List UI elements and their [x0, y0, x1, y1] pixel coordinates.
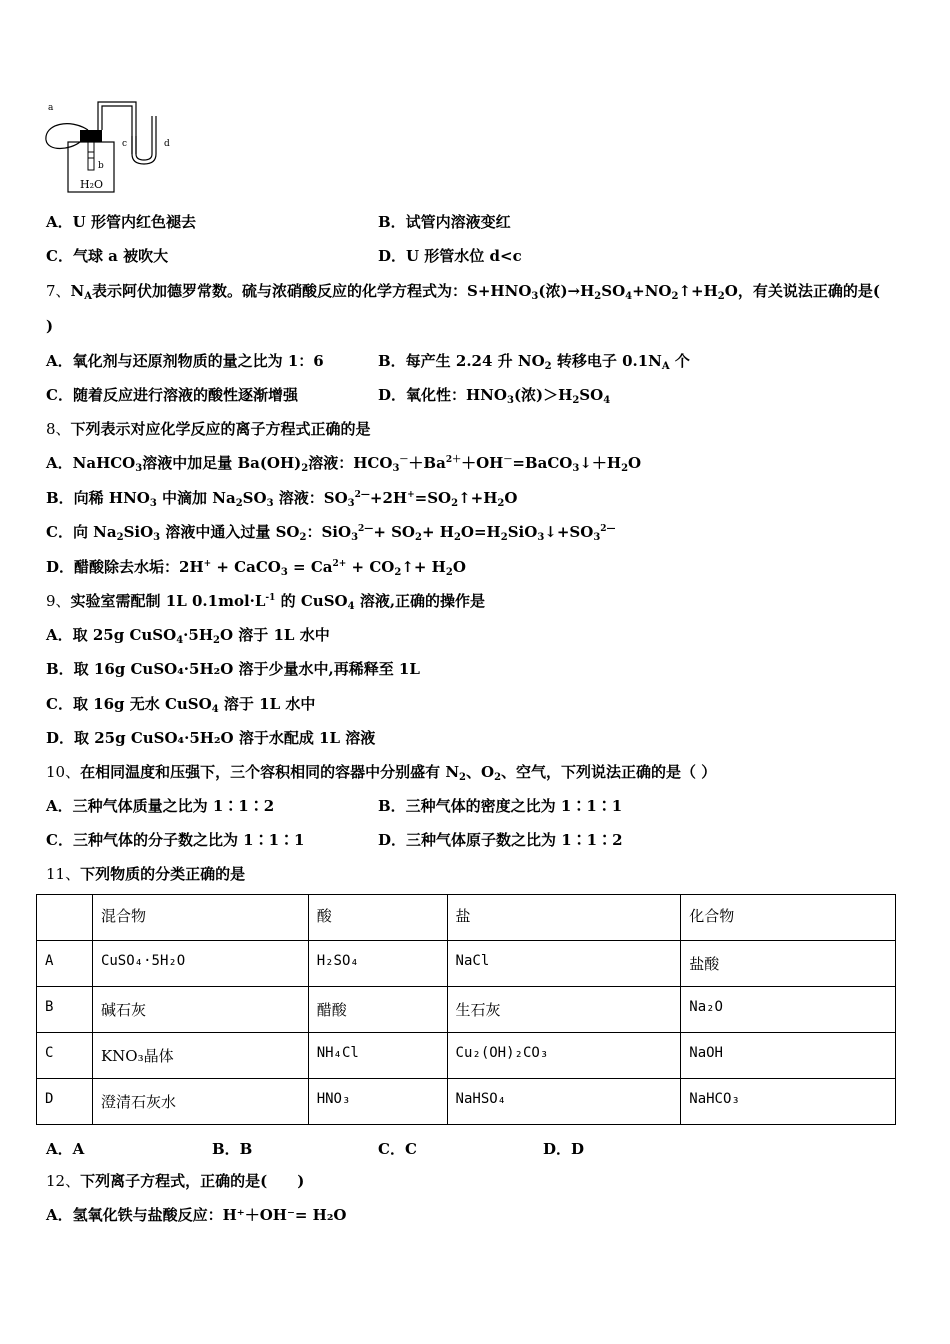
- q7-stem: 7、$N_A$表示阿伏加德罗常数。硫与浓硝酸反应的化学方程式为：$S+HNO_3$(浓)$\to H_2SO_4+NO_2↑+H_2O$，有关说法正确的是(: [46, 282, 880, 302]
- q9-option-d: D．取 25g CuSO₄·5H₂O 溶于水配成 1L 溶液: [46, 729, 376, 747]
- table-header-cell: [37, 895, 93, 941]
- table-cell: CuSO₄·5H₂O: [92, 941, 308, 987]
- label-a: a: [48, 103, 54, 113]
- q6-option-d: D．U 形管水位 d<c: [378, 247, 522, 265]
- table-cell: A: [37, 941, 93, 987]
- table-cell: NaOH: [681, 1033, 896, 1079]
- q11-number: 11、: [46, 865, 81, 883]
- label-water: H₂O: [80, 178, 104, 191]
- q10-option-d: D．三种气体原子数之比为 1∶1∶2: [378, 831, 623, 849]
- table-cell: 醋酸: [308, 987, 447, 1033]
- q7-option-b: B．每产生 2.24 升 $NO_2$ 转移电子 $0.1N_A$ 个: [378, 352, 690, 372]
- q10-option-c: C．三种气体的分子数之比为 1∶1∶1: [46, 831, 305, 849]
- table-cell: KNO₃晶体: [92, 1033, 308, 1079]
- q11-option-c: C．C: [378, 1140, 417, 1158]
- q7-stem-end: ): [46, 317, 54, 335]
- q11-stem-text: 下列物质的分类正确的是: [80, 865, 246, 883]
- table-row: [37, 987, 896, 1033]
- table-cell: 盐酸: [681, 941, 896, 987]
- q8-stem: [46, 419, 371, 439]
- table-cell: Na₂O: [681, 987, 896, 1033]
- q8-option-c: C．向 $Na_2SiO_3$ 溶液中通入过量 $SO_2$：$SiO_3^{2—}+ SO_2+$ $H_2O=H_2SiO_3↓+SO_3^{2—}$: [46, 523, 616, 543]
- q12-option-a: A．氢氧化铁与盐酸反应：H⁺＋OH⁻= H₂O: [46, 1206, 347, 1224]
- q9-stem: 9、实验室需配制 1L $0.1mol\cdot L^{-1}$ 的 CuSO$_4$ 溶液,正确的操作是: [46, 592, 486, 612]
- q10-number: 10、: [46, 763, 81, 781]
- table-header-row: [37, 895, 896, 941]
- table-cell: 生石灰: [447, 987, 681, 1033]
- q8-option-a: A．NaHCO$_3$溶液中加足量 $Ba(OH)_2$溶液：$HCO_3^-+Ba^{2+}+OH^-=BaCO_3↓+H_2O$: [46, 454, 642, 474]
- label-b: b: [98, 161, 104, 171]
- q8-option-d: D．醋酸除去水垢：2H+ + CaCO$_3$ = $Ca^{2+}$ + $CO_2↑+ H_2O$: [46, 558, 466, 578]
- q12-number: 12、: [46, 1172, 81, 1190]
- table-cell: NH₄Cl: [308, 1033, 447, 1079]
- table-cell: H₂SO₄: [308, 941, 447, 987]
- table-cell: Cu₂(OH)₂CO₃: [447, 1033, 681, 1079]
- table-row: [37, 1033, 896, 1079]
- table-cell: B: [37, 987, 93, 1033]
- q11-stem: [46, 864, 245, 884]
- q11-option-a: A．A: [46, 1140, 85, 1158]
- q10-stem: 10、在相同温度和压强下，三个容积相同的容器中分别盛有 $N_2$、$O_2$、空气，下列说法正确的是（ ）: [46, 763, 717, 783]
- table-row: [37, 1079, 896, 1125]
- table-cell: NaCl: [447, 941, 681, 987]
- q7-option-c: C．随着反应进行溶液的酸性逐渐增强: [46, 386, 298, 404]
- table-header-cell: 盐: [447, 895, 681, 941]
- q6-option-a: A．U 形管内红色褪去: [46, 213, 196, 231]
- q6-option-b: B．试管内溶液变红: [378, 213, 511, 231]
- table-cell: NaHSO₄: [447, 1079, 681, 1125]
- q9-option-c: C．取 16g 无水 CuSO$_4$ 溶于 1L 水中: [46, 695, 316, 715]
- label-c: c: [122, 139, 128, 149]
- q11-option-b: B．B: [212, 1140, 253, 1158]
- q8-number: 8、: [46, 420, 71, 438]
- table-row: [37, 941, 896, 987]
- table-cell: 碱石灰: [92, 987, 308, 1033]
- table-cell: HNO₃: [308, 1079, 447, 1125]
- q10-option-b: B．三种气体的密度之比为 1∶1∶1: [378, 797, 623, 815]
- classification-table: [36, 894, 896, 1125]
- q9-number: 9、: [46, 592, 71, 610]
- table-cell: D: [37, 1079, 93, 1125]
- apparatus-figure: [40, 96, 190, 196]
- table-header-cell: 化合物: [681, 895, 896, 941]
- table-cell: NaHCO₃: [681, 1079, 896, 1125]
- q7-option-d: D．氧化性：$HNO_3$(浓)$>H_2SO_4$: [378, 386, 611, 406]
- table-header-cell: 混合物: [92, 895, 308, 941]
- q10-option-a: A．三种气体质量之比为 1∶1∶2: [46, 797, 275, 815]
- q9-option-a: A．取 25g $CuSO_4\cdot 5H_2O$ 溶于 1L 水中: [46, 626, 330, 646]
- table-header-cell: 酸: [308, 895, 447, 941]
- q12-stem: [46, 1171, 304, 1191]
- q11-option-d: D．D: [543, 1140, 585, 1158]
- q12-stem-text: 下列离子方程式，正确的是( ): [80, 1172, 305, 1190]
- q7-number: 7、: [46, 282, 71, 300]
- table-cell: C: [37, 1033, 93, 1079]
- q9-option-b: B．取 16g CuSO₄·5H₂O 溶于少量水中,再稀释至 1L: [46, 660, 420, 678]
- q7-option-a: A．氧化剂与还原剂物质的量之比为 1：6: [46, 352, 324, 370]
- label-d: d: [164, 139, 170, 149]
- q8-option-b: B．向稀 $HNO_3$ 中滴加 $Na_2SO_3$ 溶液：$SO_3^{2—}+2H^+=SO_2↑+H_2O$: [46, 489, 518, 509]
- q6-option-c: C．气球 a 被吹大: [46, 247, 169, 265]
- q8-stem-text: 下列表示对应化学反应的离子方程式正确的是: [70, 420, 371, 438]
- table-cell: 澄清石灰水: [92, 1079, 308, 1125]
